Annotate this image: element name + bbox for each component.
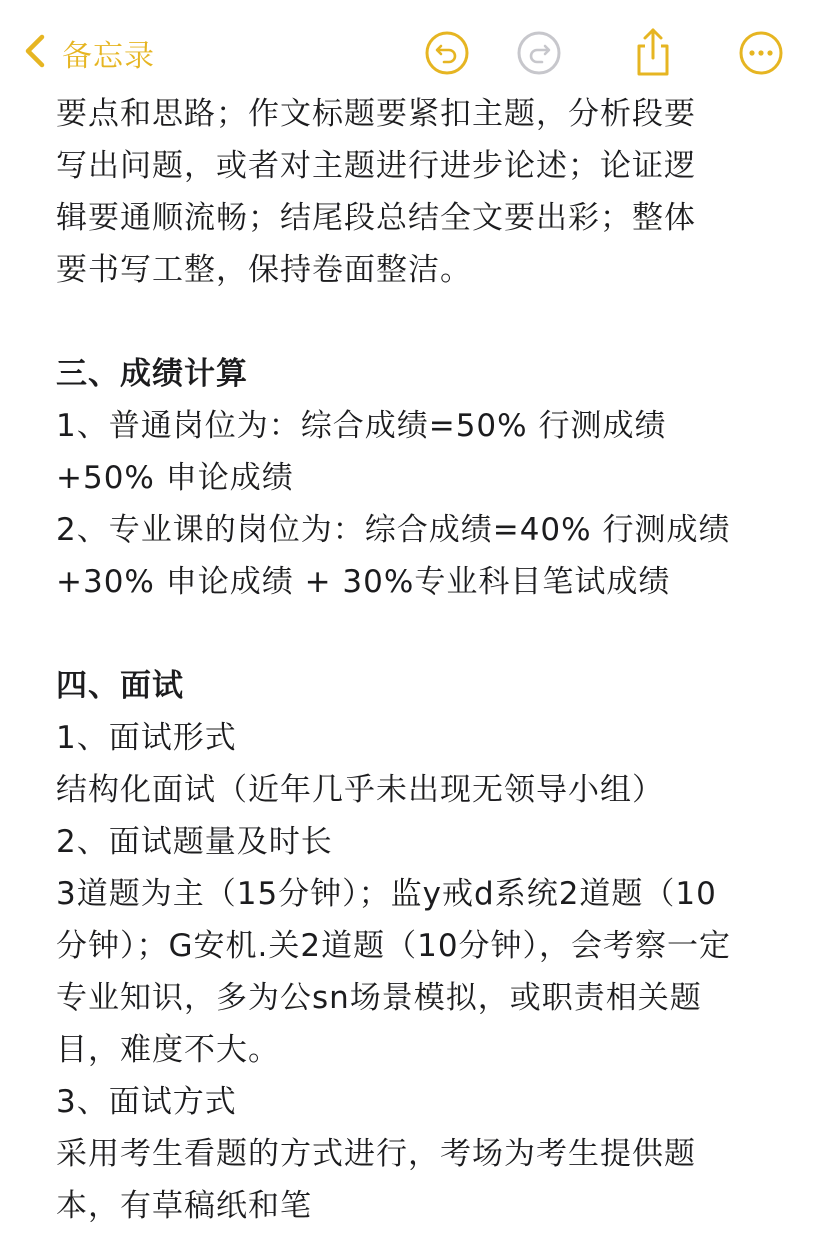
note-line: 要点和思路；作文标题要紧扣主题，分析段要: [56, 96, 696, 132]
note-line: 1、面试形式: [56, 720, 237, 756]
note-body[interactable]: [56, 88, 796, 1232]
redo-icon: [516, 30, 562, 76]
note-line: 1、普通岗位为：综合成绩=50% 行测成绩: [56, 408, 667, 444]
more-button[interactable]: [738, 30, 784, 76]
chevron-left-icon: [22, 31, 50, 75]
blank-line: [56, 608, 796, 660]
note-line: 分钟）；G安机.关2道题（10分钟），会考察一定: [56, 928, 732, 964]
note-line: 3道题为主（15分钟）；监y戒d系统2道题（10: [56, 876, 717, 912]
share-button[interactable]: [630, 26, 676, 78]
navigation-bar: [0, 0, 828, 100]
redo-button[interactable]: [516, 30, 562, 76]
section-heading: 三、成绩计算: [56, 356, 248, 392]
undo-icon: [424, 30, 470, 76]
note-line: 要书写工整，保持卷面整洁。: [56, 252, 472, 288]
note-line: +50% 申论成绩: [56, 460, 294, 496]
section-heading: 四、面试: [56, 668, 184, 704]
back-button-label: 备忘录: [62, 39, 155, 74]
more-icon: [738, 30, 784, 76]
share-icon: [630, 26, 676, 78]
note-line: 专业知识，多为公sn场景模拟，或职责相关题: [56, 980, 702, 1016]
blank-line: [56, 296, 796, 348]
undo-button[interactable]: [424, 30, 470, 76]
back-button[interactable]: [22, 30, 155, 76]
note-line: 辑要通顺流畅；结尾段总结全文要出彩；整体: [56, 200, 696, 236]
note-line: +30% 申论成绩 + 30%专业科目笔试成绩: [56, 564, 671, 600]
note-line: 2、面试题量及时长: [56, 824, 333, 860]
note-line: 结构化面试（近年几乎未出现无领导小组）: [56, 772, 664, 808]
note-line: 采用考生看题的方式进行，考场为考生提供题: [56, 1136, 696, 1172]
note-line: 3、面试方式: [56, 1084, 237, 1120]
note-line: 目，难度不大。: [56, 1032, 280, 1068]
note-line: 写出问题，或者对主题进行进步论述；论证逻: [56, 148, 696, 184]
note-line: 2、专业课的岗位为：综合成绩=40% 行测成绩: [56, 512, 731, 548]
note-line: 本，有草稿纸和笔: [56, 1188, 312, 1224]
